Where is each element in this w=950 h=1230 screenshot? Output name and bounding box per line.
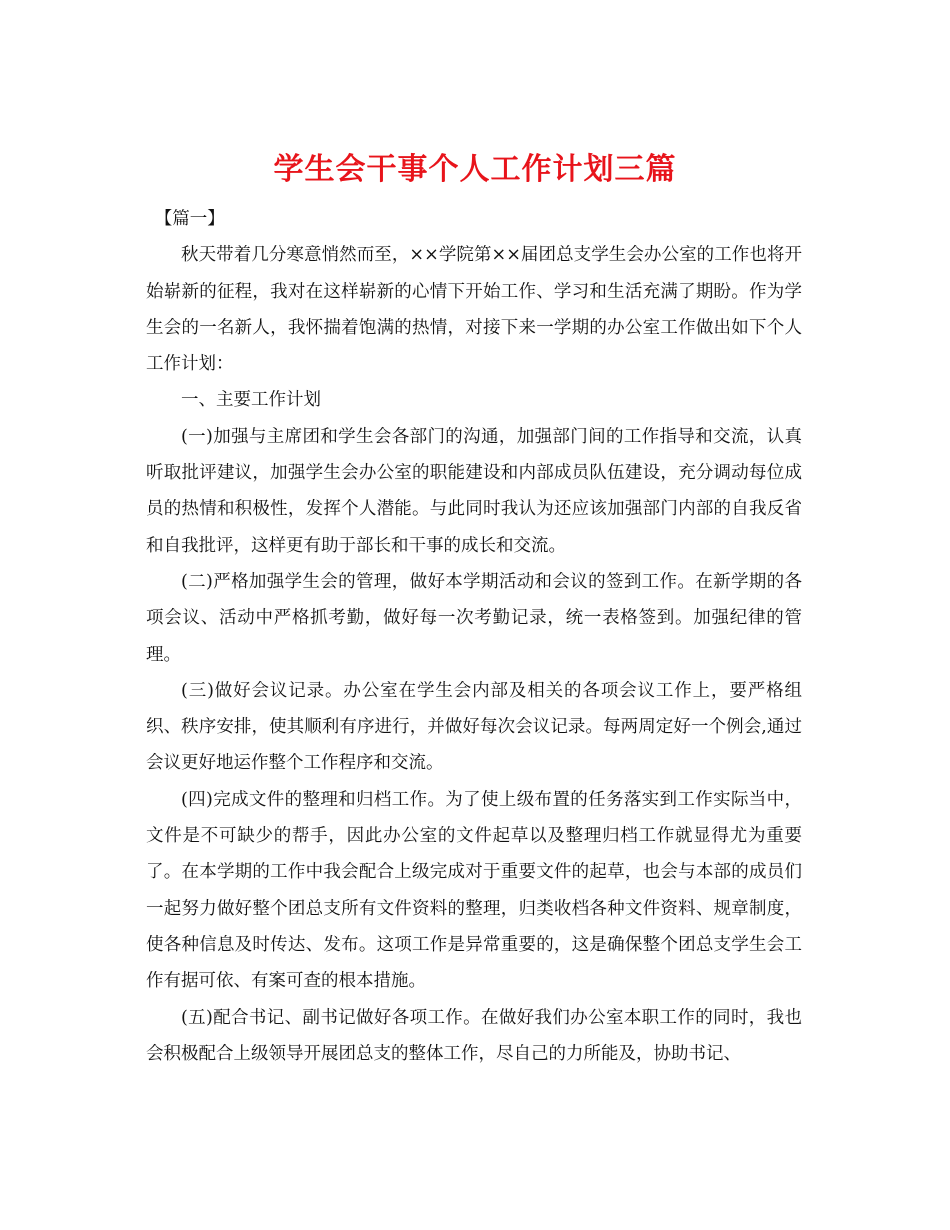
plan-item-2: (二)严格加强学生会的管理，做好本学期活动和会议的签到工作。在新学期的各项会议、活动中严格抓考勤，做好每一次考勤记录，统一表格签到。加强纪律的管理。 — [146, 571, 802, 665]
document-body — [146, 201, 802, 1072]
plan-item-1: (一)加强与主席团和学生会各部门的沟通，加强部门间的工作指导和交流，认真听取批评建议，加强学生会办公室的职能建设和内部成员队伍建设，充分调动每位成员的热情和积极性，发挥个人潜能。与此同时我认为还应该加强部门内部的自我反省和自我批评，这样更有助于部长和干事的成长和交流。 — [146, 426, 802, 556]
document-title: 学生会干事个人工作计划三篇 — [273, 152, 677, 188]
intro-paragraph: 秋天带着几分寒意悄然而至，××学院第××届团总支学生会办公室的工作也将开始崭新的征程，我对在这样崭新的心情下开始工作、学习和生活充满了期盼。作为学生会的一名新人，我怀揣着饱满的热情，对接下来一学期的办公室工作做出如下个人工作计划： — [146, 245, 802, 375]
subheading-main-plan: 一、主要工作计划 — [181, 390, 321, 411]
section-heading-part-one: 【篇一】 — [154, 209, 225, 229]
plan-item-5: (五)配合书记、副书记做好各项工作。在做好我们办公室本职工作的同时，我也会积极配合上级领导开展团总支的整体工作，尽自己的力所能及，协助书记、 — [146, 1007, 802, 1064]
plan-item-3: (三)做好会议记录。办公室在学生会内部及相关的各项会议工作上，要严格组织、秩序安排，使其顺利有序进行，并做好每次会议记录。每两周定好一个例会,通过会议更好地运作整个工作程序和交流。 — [146, 680, 802, 774]
plan-item-4: (四)完成文件的整理和归档工作。为了使上级布置的任务落实到工作实际当中， 文件是不可缺少的帮手，因此办公室的文件起草以及整理归档工作就显得尤为重要了。在本学期的工作中我会配合上级完成对于重要文件的起草，也会与本部的成员们一起努力做好整个团总支所有文件资料的整理，归类收档各种文件资料、规章制度，使各种信息及时传达、发布。这项工作是异常重要的，这是确保整个团总支学生会工作有据可依、有案可查的根本措施。 — [146, 789, 802, 992]
